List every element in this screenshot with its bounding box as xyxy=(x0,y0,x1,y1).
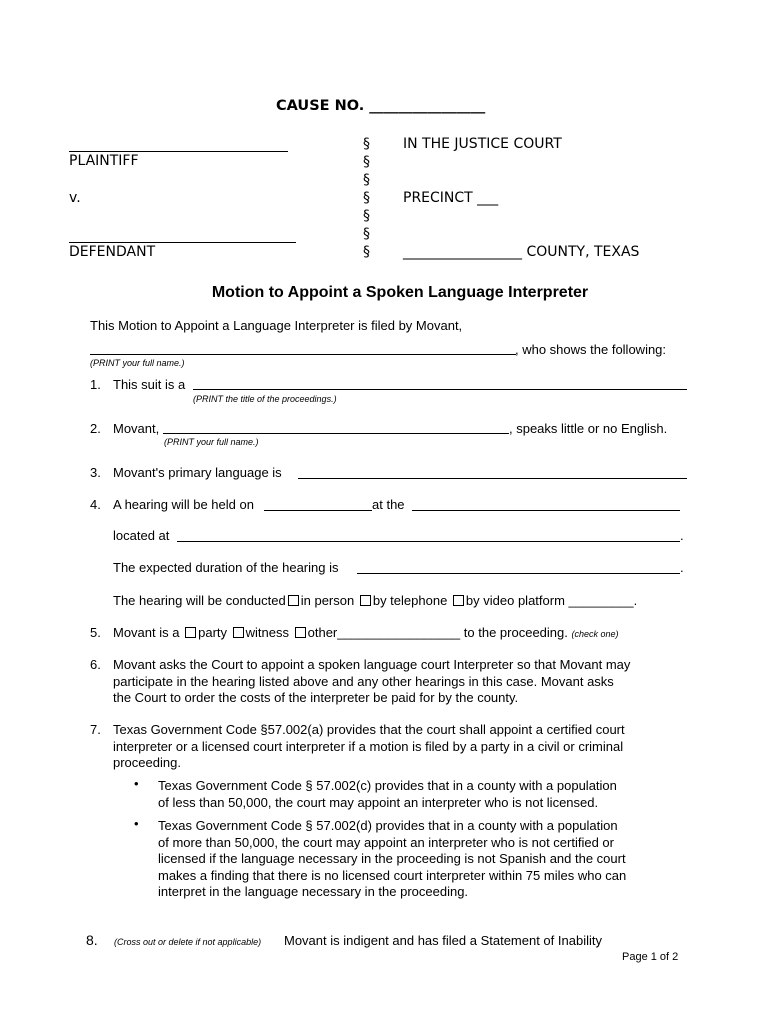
page-number: Page 1 of 2 xyxy=(622,951,679,963)
bullet-icon: • xyxy=(134,776,139,791)
period: . xyxy=(680,560,684,575)
suit-title-field[interactable] xyxy=(193,389,687,390)
proceeding-suffix: to the proceeding. xyxy=(463,625,568,640)
section-symbol: § xyxy=(363,244,370,260)
section-symbol: § xyxy=(363,136,370,152)
print-title-hint: (PRINT the title of the proceedings.) xyxy=(193,394,337,404)
versus-label: v. xyxy=(69,190,81,206)
paragraph-line: makes a finding that there is no licensed court interpreter within 75 miles who can xyxy=(158,867,627,883)
paragraph-line: of less than 50,000, the court may appoint an interpreter who is not licensed. xyxy=(158,794,599,810)
defendant-signature-line xyxy=(69,242,296,243)
party-checkbox[interactable] xyxy=(185,627,196,638)
movant-role-row xyxy=(113,625,619,640)
conducted-label: The hearing will be conducted xyxy=(113,593,286,608)
item-number: 5. xyxy=(90,625,101,640)
movant-is-label: Movant is a xyxy=(113,625,180,640)
print-name-hint: (PRINT your full name.) xyxy=(90,358,185,368)
hearing-venue-field[interactable] xyxy=(412,510,680,511)
video-checkbox[interactable] xyxy=(453,595,464,606)
primary-language-field[interactable] xyxy=(298,478,687,479)
duration-label: The expected duration of the hearing is xyxy=(113,560,339,575)
paragraph-line: of more than 50,000, the court may appoint an interpreter who is not certified or xyxy=(158,834,614,850)
court-name: IN THE JUSTICE COURT xyxy=(403,136,562,152)
bullet-icon: • xyxy=(134,816,139,831)
precinct-field[interactable]: PRECINCT ___ xyxy=(403,190,499,206)
plaintiff-label: PLAINTIFF xyxy=(69,153,139,169)
cross-out-hint: (Cross out or delete if not applicable) xyxy=(114,937,262,947)
item-number: 7. xyxy=(90,722,101,737)
english-suffix: , speaks little or no English. xyxy=(509,421,668,436)
section-symbol: § xyxy=(363,190,370,206)
paragraph-line: interpreter or a licensed court interpreter if a motion is filed by a party in a civil or criminal xyxy=(113,738,624,754)
paragraph-line: Texas Government Code § 57.002(c) provides that in a county with a population xyxy=(158,778,617,793)
movant-name-field[interactable] xyxy=(90,354,516,355)
cause-number: CAUSE NO. ________________ xyxy=(276,98,486,114)
statute-bullet-c xyxy=(158,778,617,811)
paragraph-line: interpret in the language necessary in the proceeding. xyxy=(158,884,469,899)
statute-paragraph xyxy=(113,722,625,772)
section-symbol: § xyxy=(363,154,370,170)
hearing-date-label: A hearing will be held on xyxy=(113,497,254,512)
in-person-label: in person xyxy=(300,593,355,608)
witness-checkbox[interactable] xyxy=(233,627,244,638)
plaintiff-signature-line xyxy=(69,151,288,152)
request-paragraph xyxy=(113,657,630,707)
period: . xyxy=(680,528,684,543)
paragraph-line: Texas Government Code § 57.002(d) provides that in a county with a population xyxy=(158,818,618,833)
in-person-checkbox[interactable] xyxy=(288,595,299,606)
check-one-hint: (check one) xyxy=(571,629,619,639)
item-number: 4. xyxy=(90,497,101,512)
section-symbol: § xyxy=(363,208,370,224)
located-at-label: located at xyxy=(113,528,170,543)
item-number: 2. xyxy=(90,421,101,436)
section-symbol: § xyxy=(363,172,370,188)
movant-name-field-2[interactable] xyxy=(163,433,509,434)
video-label: by video platform xyxy=(465,593,565,608)
suit-title-label: This suit is a xyxy=(113,377,186,392)
intro-text: This Motion to Appoint a Language Interpreter is filed by Movant, xyxy=(90,318,463,333)
print-name-hint-2: (PRINT your full name.) xyxy=(164,437,259,447)
primary-language-label: Movant's primary language is xyxy=(113,465,282,480)
paragraph-line: licensed if the language necessary in the proceeding is not Spanish and the court xyxy=(158,851,626,866)
paragraph-line: Movant asks the Court to appoint a spoken language court Interpreter so that Movant may xyxy=(113,657,631,672)
paragraph-line: the Court to order the costs of the interpreter be paid for by the county. xyxy=(113,690,519,705)
telephone-label: by telephone xyxy=(372,593,448,608)
witness-label: witness xyxy=(245,625,289,640)
item-number: 6. xyxy=(90,657,101,672)
video-platform-field[interactable]: _________. xyxy=(568,593,638,608)
paragraph-line: proceeding. xyxy=(113,755,181,770)
located-at-field[interactable] xyxy=(177,541,680,542)
intro-suffix: , who shows the following: xyxy=(515,342,667,357)
hearing-location-label: at the xyxy=(372,497,405,512)
telephone-checkbox[interactable] xyxy=(360,595,371,606)
document-title: Motion to Appoint a Spoken Language Interpreter xyxy=(211,284,589,301)
other-field[interactable]: other_________________ xyxy=(307,625,461,640)
item-number: 3. xyxy=(90,465,101,480)
defendant-label: DEFENDANT xyxy=(69,244,156,260)
indigent-text: Movant is indigent and has filed a Statement of Inability xyxy=(284,933,602,948)
item-number: 8. xyxy=(86,932,98,948)
county-field[interactable]: _________________ COUNTY, TEXAS xyxy=(403,244,640,260)
section-symbol: § xyxy=(363,226,370,242)
duration-field[interactable] xyxy=(357,573,680,574)
hearing-method-row xyxy=(113,593,637,608)
item-number: 1. xyxy=(90,377,101,392)
statute-bullet-d xyxy=(158,818,626,901)
hearing-date-field[interactable] xyxy=(264,510,372,511)
party-label: party xyxy=(198,625,228,640)
other-checkbox[interactable] xyxy=(295,627,306,638)
paragraph-line: participate in the hearing listed above and any other hearings in this case. Movant asks xyxy=(113,673,614,689)
paragraph-line: Texas Government Code §57.002(a) provides that the court shall appoint a certified court xyxy=(113,722,625,737)
movant-label: Movant, xyxy=(113,421,160,436)
